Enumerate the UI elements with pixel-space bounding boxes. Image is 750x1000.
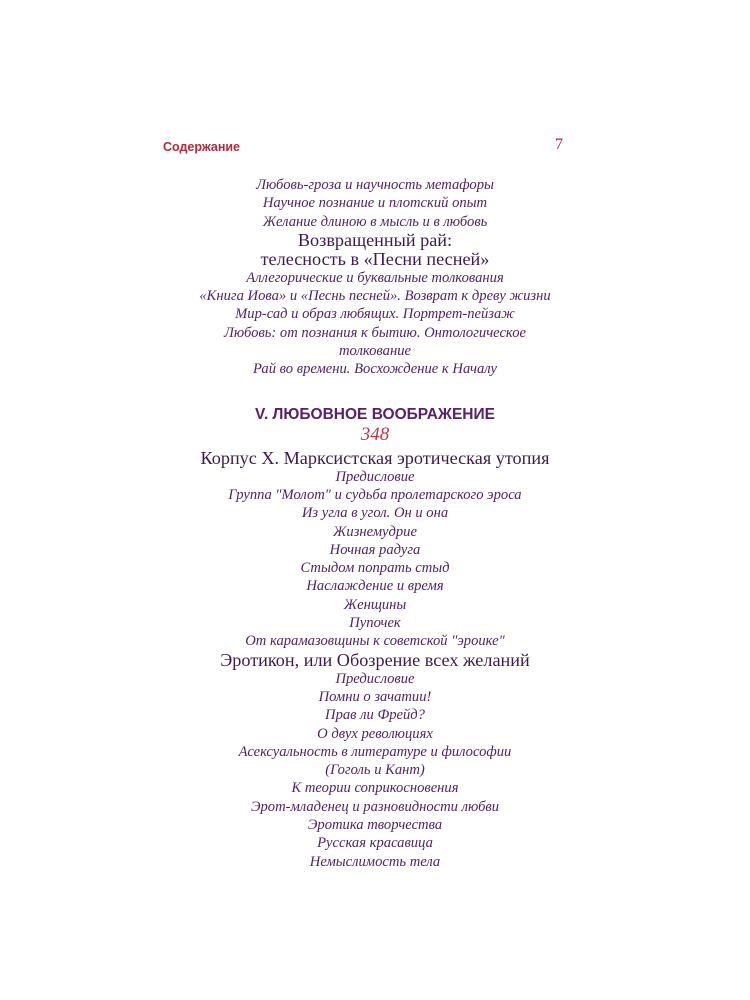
toc-entry: Немыслимость тела xyxy=(309,853,441,870)
toc-entry: Наслаждение и время xyxy=(306,578,444,595)
chapter-heading: телесность в «Песни песней» xyxy=(260,248,490,269)
toc-entry: Желание длиною в мысль и в любовь xyxy=(262,213,488,230)
chapter-heading: Корпус Х. Марксистская эротическая утопия xyxy=(200,447,550,468)
toc-entry: Из угла в угол. Он и она xyxy=(301,505,449,522)
toc-entry: толкование xyxy=(339,343,411,360)
page-number: 7 xyxy=(555,136,563,153)
toc-entry: Мир-сад и образ любящих. Портрет-пейзаж xyxy=(235,306,515,323)
table-of-contents xyxy=(130,176,620,871)
toc-entry: Эрот-младенец и разновидности любви xyxy=(250,798,500,815)
toc-entry: Стыдом попрать стыд xyxy=(300,560,450,577)
toc-entry: Женщины xyxy=(343,596,407,613)
running-head: Содержание xyxy=(163,140,241,154)
toc-entry: Группа "Молот" и судьба пролетарского эроса xyxy=(228,486,522,503)
toc-entry: (Гоголь и Кант) xyxy=(325,762,425,779)
toc-entry: Помни о зачатии! xyxy=(318,688,432,705)
page-header xyxy=(163,136,563,160)
toc-entry: Рай во времени. Восхождение к Началу xyxy=(253,361,497,378)
toc-entry: Аллегорические и буквальные толкования xyxy=(246,269,504,286)
toc-entry: Русская красавица xyxy=(317,835,433,852)
toc-entry: О двух революциях xyxy=(317,725,433,742)
toc-entry: Эротика творчества xyxy=(307,817,443,834)
toc-entry: Пупочек xyxy=(349,615,401,632)
chapter-heading: Эротикон, или Обозрение всех желаний xyxy=(220,649,530,670)
toc-entry: «Книга Иова» и «Песнь песней». Возврат к древу жизни xyxy=(199,288,551,305)
toc-entry: Асексуальность в литературе и философии xyxy=(238,743,512,760)
toc-entry: Жизнемудрие xyxy=(333,523,417,540)
section-title: V. ЛЮБОВНОЕ ВООБРАЖЕНИЕ xyxy=(255,405,495,423)
toc-entry: Ночная радуга xyxy=(329,541,421,558)
toc-entry: Научное познание и плотский опыт xyxy=(262,195,488,212)
section-page-number: 348 xyxy=(360,423,390,445)
toc-entry: От карамазовщины к советской "эроике" xyxy=(245,633,505,650)
toc-entry: К теории соприкосновения xyxy=(291,780,459,797)
toc-entry: Любовь: от познания к бытию. Онтологическое xyxy=(224,324,526,341)
toc-entry: Прав ли Фрейд? xyxy=(325,707,425,724)
toc-entry: Любовь-гроза и научность метафоры xyxy=(256,177,494,193)
chapter-heading: Возвращенный рай: xyxy=(297,229,453,250)
toc-entry: Предисловие xyxy=(335,468,415,485)
toc-entry: Предисловие xyxy=(335,670,415,687)
